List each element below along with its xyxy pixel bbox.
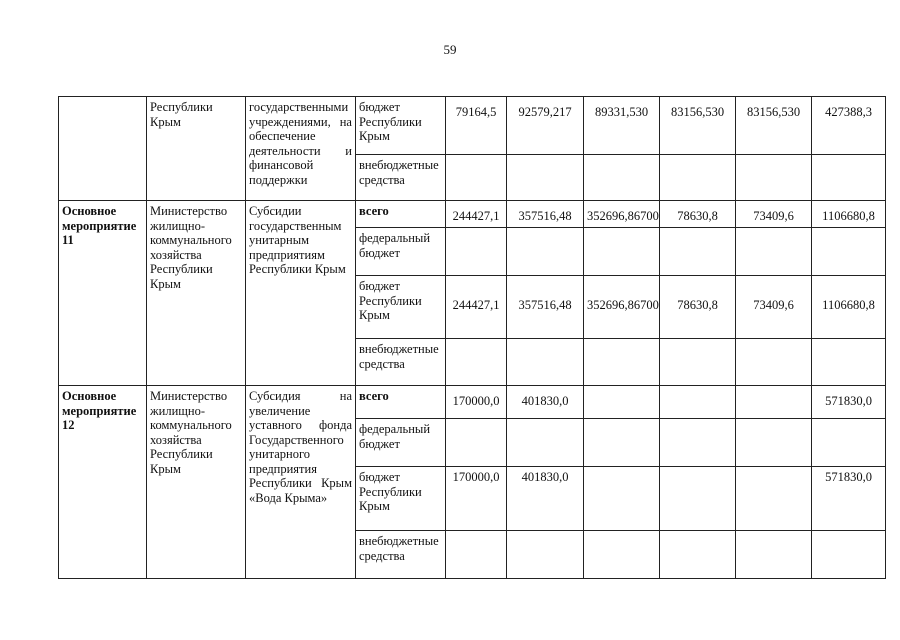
value-cell [446, 531, 507, 579]
measure-name-cell: Основное мероприятие 12 [59, 386, 147, 579]
purpose-line: увеличение [249, 403, 311, 418]
value-cell [446, 419, 507, 467]
table-row [59, 386, 886, 419]
funding-source: бюджет Республики Крым [356, 276, 446, 339]
value-cell: 571830,0 [812, 467, 886, 531]
value-cell [584, 339, 660, 386]
value-cell: 83156,530 [736, 97, 812, 155]
value-cell: 78630,8 [660, 201, 736, 228]
value-cell [584, 419, 660, 467]
value-cell: 73409,6 [736, 201, 812, 228]
value-cell: 79164,5 [446, 97, 507, 155]
value-cell [507, 228, 584, 276]
value-cell [736, 531, 812, 579]
value-cell [812, 228, 886, 276]
purpose-line: государственными [249, 100, 349, 114]
value-cell [507, 339, 584, 386]
value-cell [812, 155, 886, 201]
value-cell [660, 419, 736, 467]
purpose-cell: Субсидии государственным унитарным предприятиям Республики Крым [246, 201, 356, 386]
value-cell: 357516,48 [507, 201, 584, 228]
purpose-cell [246, 386, 356, 579]
funding-source: бюджет Республики Крым [356, 467, 446, 531]
value-cell: 83156,530 [660, 97, 736, 155]
value-cell [736, 155, 812, 201]
funding-source: внебюджетные средства [356, 155, 446, 201]
funding-source: всего [356, 386, 446, 419]
value-cell: 1106680,8 [812, 276, 886, 339]
value-cell [660, 531, 736, 579]
table-row [59, 97, 886, 155]
purpose-line: поддержки [249, 172, 308, 187]
value-cell [446, 339, 507, 386]
value-cell: 401830,0 [507, 467, 584, 531]
value-cell: 89331,530 [584, 97, 660, 155]
purpose-line: предприятия [249, 461, 317, 476]
value-cell [736, 386, 812, 419]
value-cell: 352696,86700 [584, 276, 660, 339]
funding-source: внебюджетные средства [356, 339, 446, 386]
value-cell [812, 419, 886, 467]
value-cell [660, 386, 736, 419]
executor-cell: Министерство жилищно-коммунального хозяйства Республики Крым [147, 201, 246, 386]
value-cell: 170000,0 [446, 467, 507, 531]
value-cell [584, 467, 660, 531]
value-cell [736, 228, 812, 276]
funding-source: федеральный бюджет [356, 228, 446, 276]
funding-source: внебюджетные средства [356, 531, 446, 579]
value-cell [660, 467, 736, 531]
value-cell: 427388,3 [812, 97, 886, 155]
value-cell [584, 531, 660, 579]
value-cell [584, 386, 660, 419]
value-cell: 571830,0 [812, 386, 886, 419]
purpose-line: Республики Крым [249, 476, 352, 490]
measure-name-cell: Основное мероприятие 11 [59, 201, 147, 386]
value-cell: 1106680,8 [812, 201, 886, 228]
value-cell [446, 155, 507, 201]
value-cell [584, 228, 660, 276]
budget-table [58, 96, 886, 579]
page-number: 59 [443, 42, 457, 57]
value-cell: 357516,48 [507, 276, 584, 339]
purpose-line: деятельности и [249, 143, 352, 158]
value-cell: 352696,86700 [584, 201, 660, 228]
funding-source: бюджет Республики Крым [356, 97, 446, 155]
funding-source: всего [356, 201, 446, 228]
executor-text: Республики Крым [150, 100, 213, 129]
value-cell [812, 531, 886, 579]
value-cell [736, 467, 812, 531]
value-cell [812, 339, 886, 386]
purpose-cell [246, 97, 356, 201]
value-cell [736, 419, 812, 467]
value-cell [660, 155, 736, 201]
executor-cell: Министерство жилищно-коммунального хозяйства Республики Крым [147, 386, 246, 579]
value-cell: 92579,217 [507, 97, 584, 155]
purpose-line: «Вода Крыма» [249, 490, 328, 505]
value-cell [507, 155, 584, 201]
value-cell [736, 339, 812, 386]
value-cell: 244427,1 [446, 276, 507, 339]
measure-name-cell [59, 97, 147, 201]
value-cell [660, 339, 736, 386]
value-cell: 73409,6 [736, 276, 812, 339]
value-cell [660, 228, 736, 276]
table-row [59, 201, 886, 228]
value-cell [507, 419, 584, 467]
value-cell: 170000,0 [446, 386, 507, 419]
value-cell: 244427,1 [446, 201, 507, 228]
funding-source: федеральный бюджет [356, 419, 446, 467]
value-cell: 78630,8 [660, 276, 736, 339]
value-cell: 401830,0 [507, 386, 584, 419]
value-cell [584, 155, 660, 201]
purpose-line: обеспечение [249, 129, 316, 143]
purpose-line: учреждениями, на [249, 114, 352, 129]
value-cell [446, 228, 507, 276]
purpose-line: Государственного [249, 432, 344, 447]
purpose-line: Субсидия на [249, 389, 352, 403]
value-cell [507, 531, 584, 579]
purpose-line: унитарного [249, 447, 311, 461]
executor-cell [147, 97, 246, 201]
purpose-line: финансовой [249, 158, 314, 172]
purpose-line: уставного фонда [249, 418, 352, 432]
